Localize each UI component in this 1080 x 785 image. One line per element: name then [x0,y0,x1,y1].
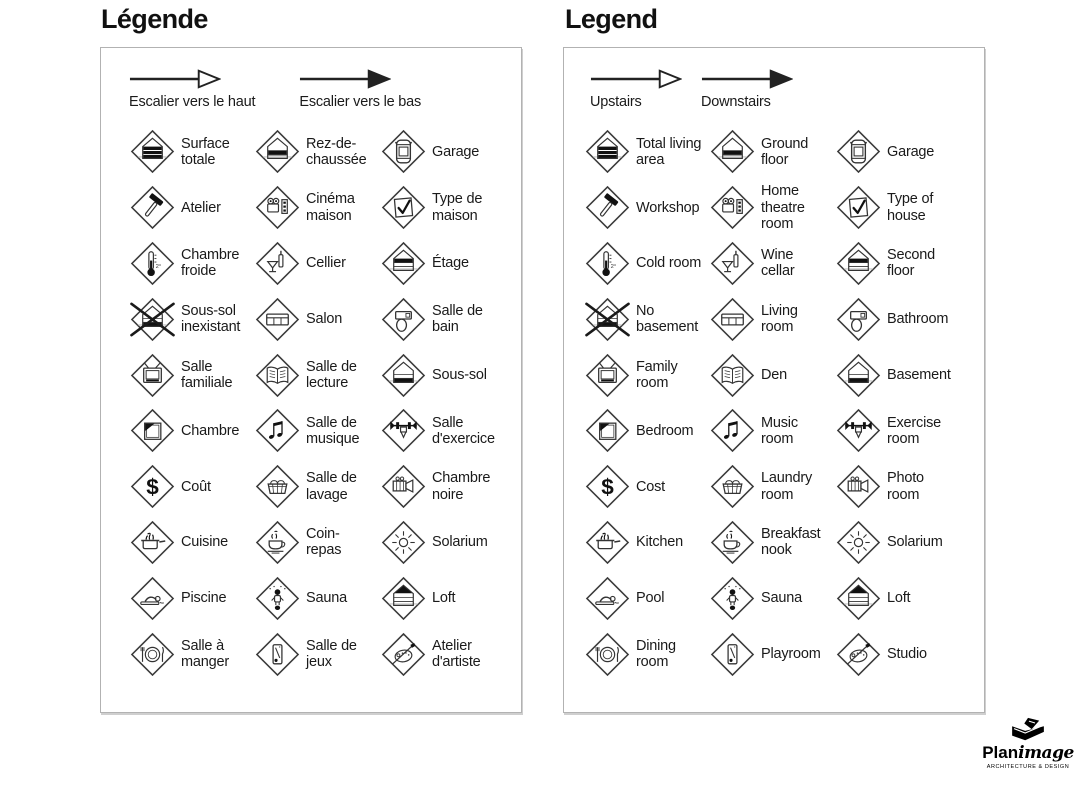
legend-item [380,626,530,682]
legend-grid-fr [129,124,521,682]
legend-item-label: Solarium [432,534,488,551]
planimage-logo-mark-icon [1008,716,1048,744]
legend-item-label: Cost [636,478,666,495]
tv-icon [584,352,631,399]
legend-item-label: Pool [636,590,665,607]
wine-icon [254,240,301,287]
legend-item [254,570,380,626]
wine-icon [709,240,756,287]
checkbox-icon [835,184,882,231]
legend-item [709,180,835,236]
legend-item-label: Salon [306,311,343,328]
legend-item [709,403,835,459]
legend-item [709,347,835,403]
dollar-icon [129,463,176,510]
weights-icon [835,407,882,454]
sauna-icon [709,575,756,622]
legend-item [129,291,254,347]
legend-item-label: No basement [636,303,699,336]
legend-item [380,515,530,571]
legend-item [835,291,985,347]
legend-item-label: Salle de jeux [306,637,357,671]
legend-item-label: Salle de musique [306,414,360,447]
music-icon [709,407,756,454]
legend-item-label: Den [761,366,787,383]
legend-item-label: Chambre froide [181,247,240,280]
legend-item [380,236,530,292]
legend-item [584,291,709,347]
legend-item [129,347,254,403]
legend-item [584,626,709,682]
car-icon [380,128,427,175]
legend-item-label: Salle à manger [181,637,229,671]
legend-item [709,291,835,347]
house-crossed-icon [584,296,631,343]
thermometer-icon [584,240,631,287]
legend-item [584,180,709,236]
legend-grid-en [584,124,984,682]
legend-item-label: Salle de lavage [306,470,357,503]
legend-item [254,403,380,459]
upstairs-label: Upstairs [590,94,642,110]
legend-item-label: Coût [181,478,211,495]
legend-item-label: Ground floor [761,135,809,168]
legend-item [129,124,254,180]
toilet-icon [380,296,427,343]
downstairs-item [701,68,793,110]
basket-icon [254,463,301,510]
book-icon [709,352,756,399]
legend-panel-french [100,47,522,713]
house-loft-icon [380,575,427,622]
legend-item [380,403,530,459]
legend-item-label: Coin-repas [306,526,342,559]
legend-item-label: Bathroom [887,311,949,328]
legend-item-label: Laundry room [761,470,812,503]
legend-item-label: Bedroom [636,422,694,439]
camera-icon [835,463,882,510]
legend-item [380,459,530,515]
car-icon [835,128,882,175]
bed-icon [129,407,176,454]
legend-item [584,403,709,459]
legend-item-label: Playroom [761,645,821,662]
downstairs-arrow-icon [701,68,793,90]
house-ground-icon [709,128,756,175]
house-ground-icon [254,128,301,175]
plate-icon [584,631,631,678]
house-all-icon [584,128,631,175]
legend-item-label: Loft [432,590,456,607]
legend-item [380,291,530,347]
play-icon [254,631,301,678]
sun-icon [380,519,427,566]
stairs-down-arrow-icon [299,68,391,90]
legend-item [254,124,380,180]
legend-item [835,347,985,403]
legend-item [254,459,380,515]
planimage-logo-text [978,744,1078,762]
cup-icon [709,519,756,566]
legend-item [129,180,254,236]
legend-item-label: Dining room [636,637,676,671]
legend-item-label: Home theatre room [761,183,805,232]
sauna-icon [254,575,301,622]
legend-item-label: Living room [761,303,798,336]
legend-item-label: Exercise room [887,414,941,447]
legend-item [254,291,380,347]
legend-item-label: Workshop [636,199,700,216]
hammer-icon [129,184,176,231]
legend-panel-english [563,47,985,713]
planimage-logo [978,716,1078,770]
thermometer-icon [129,240,176,287]
legend-item-label: Étage [432,255,469,272]
legend-item-label: Atelier [181,199,221,216]
planimage-logo-tagline: ARCHITECTURE & DESIGN [986,764,1070,770]
house-basement-icon [835,352,882,399]
sofa-icon [709,296,756,343]
legend-item-label: Sauna [761,590,802,607]
legend-item-label: Piscine [181,590,227,607]
plate-icon [129,631,176,678]
music-icon [254,407,301,454]
legend-item [380,347,530,403]
legend-item-label: Surface totale [181,135,230,168]
legend-item-label: Music room [761,414,798,447]
hammer-icon [584,184,631,231]
legend-item-label: Photo room [887,470,924,503]
svg-text:2°: 2° [610,263,617,270]
legend-item [709,236,835,292]
legend-item-label: Kitchen [636,534,683,551]
weights-icon [380,407,427,454]
legend-item [709,515,835,571]
sun-icon [835,519,882,566]
legend-item-label: Chambre [181,422,240,439]
legend-item [129,626,254,682]
house-second-icon [835,240,882,287]
play-icon [709,631,756,678]
legend-item-label: Rez-de-chaussée [306,135,367,168]
legend-item [835,515,985,571]
tv-icon [129,352,176,399]
legend-item [380,570,530,626]
legend-item-label: Sous-sol inexistant [181,303,241,336]
legend-item [709,124,835,180]
upstairs-item [590,68,682,110]
swimmer-icon [584,575,631,622]
legend-item [380,124,530,180]
palette-icon [835,631,882,678]
legend-item-label: Loft [887,590,911,607]
legend-item [835,236,985,292]
logo-plan-text: Plan [982,743,1019,762]
bed-icon [584,407,631,454]
house-second-icon [380,240,427,287]
legend-item [835,626,985,682]
legend-item [584,570,709,626]
legend-item-label: Total living area [636,135,702,168]
legend-item-label: Salle d'exercice [432,414,495,447]
legend-item [835,124,985,180]
house-loft-icon [835,575,882,622]
legend-item [835,570,985,626]
sofa-icon [254,296,301,343]
legend-item-label: Chambre noire [432,470,491,503]
legend-item-label: Cold room [636,255,702,272]
legend-item-label: Garage [887,143,935,160]
legend-item-label: Sous-sol [432,366,487,383]
legend-item [709,626,835,682]
legend-item [835,403,985,459]
legend-item [835,180,985,236]
book-icon [254,352,301,399]
legend-item-label: Solarium [887,534,943,551]
dollar-icon [584,463,631,510]
legend-item [380,180,530,236]
legend-item [709,459,835,515]
legend-item-label: Cellier [306,255,346,272]
page-title-legend-en: Legend [565,4,658,34]
legend-item [584,459,709,515]
house-basement-icon [380,352,427,399]
svg-text:$: $ [601,474,614,500]
legend-item-label: Cuisine [181,534,228,551]
legend-item [835,459,985,515]
projector-icon [254,184,301,231]
legend-item-label: Sauna [306,590,347,607]
legend-item-label: Garage [432,143,480,160]
logo-image-text: image [1018,743,1074,763]
stairs-down-label: Escalier vers le bas [299,94,422,110]
legend-item [584,347,709,403]
legend-item-label: Type of house [887,191,934,224]
legend-item [709,570,835,626]
legend-item-label: Breakfast nook [761,526,821,559]
legend-item [254,180,380,236]
legend-item [129,403,254,459]
house-crossed-icon [129,296,176,343]
legend-item-label: Cinéma maison [306,191,355,224]
upstairs-arrow-icon [590,68,682,90]
basket-icon [709,463,756,510]
stairs-arrows-fr [129,68,521,110]
legend-item-label: Studio [887,645,927,662]
house-all-icon [129,128,176,175]
legend-item [254,236,380,292]
pot-icon [584,519,631,566]
legend-item-label: Wine cellar [761,247,795,280]
toilet-icon [835,296,882,343]
downstairs-label: Downstairs [701,94,771,110]
checkbox-icon [380,184,427,231]
legend-item-label: Salle familiale [181,358,233,392]
cup-icon [254,519,301,566]
stairs-up-arrow-icon [129,68,221,90]
projector-icon [709,184,756,231]
svg-text:$: $ [146,474,159,500]
stairs-up-item [129,68,255,110]
stairs-arrows-en [590,68,984,110]
legend-item-label: Family room [636,358,678,392]
legend-item-label: Basement [887,366,951,383]
legend-item [584,236,709,292]
legend-item [129,236,254,292]
pot-icon [129,519,176,566]
stairs-up-label: Escalier vers le haut [129,94,256,110]
legend-item-label: Second floor [887,247,935,280]
palette-icon [380,631,427,678]
legend-item [584,515,709,571]
page-title-legende-fr: Légende [101,4,208,34]
legend-item-label: Atelier d'artiste [432,637,481,671]
stairs-down-item [299,68,421,110]
swimmer-icon [129,575,176,622]
legend-item-label: Salle de bain [432,303,483,336]
legend-item [129,515,254,571]
camera-icon [380,463,427,510]
legend-item [254,515,380,571]
legend-item [129,570,254,626]
legend-item [254,347,380,403]
legend-item-label: Salle de lecture [306,358,357,392]
svg-text:2°: 2° [155,263,162,270]
legend-item [129,459,254,515]
legend-item [254,626,380,682]
legend-item [584,124,709,180]
legend-item-label: Type de maison [432,191,483,224]
